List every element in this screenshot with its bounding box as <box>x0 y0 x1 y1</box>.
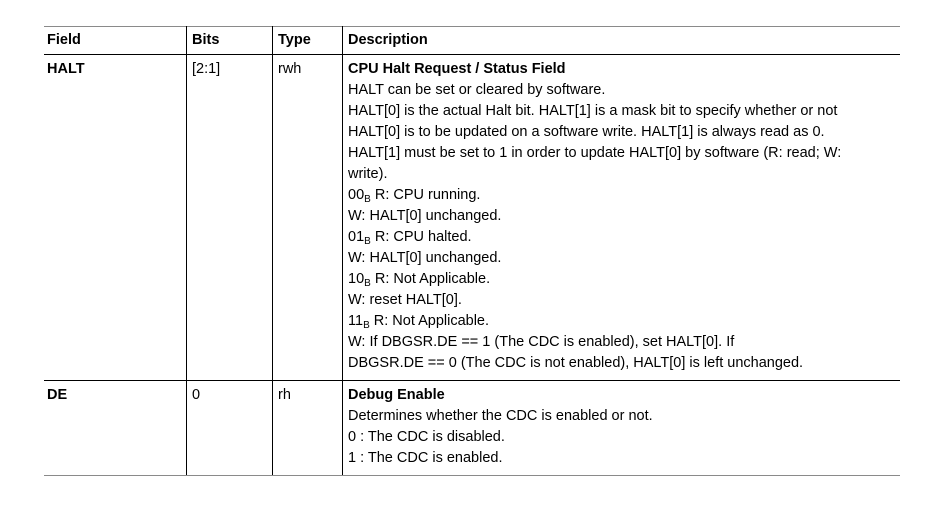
value-write-line: W: If DBGSR.DE == 1 (The CDC is enabled), set HALT[0]. If <box>348 334 735 350</box>
value-base: B <box>364 278 371 289</box>
description-line: HALT can be set or cleared by software. <box>348 82 606 98</box>
table-header-row <box>44 27 900 55</box>
value-base: B <box>363 320 370 331</box>
field-description <box>343 55 901 381</box>
value-write-line: W: reset HALT[0]. <box>348 292 462 308</box>
header-field: Field <box>44 27 187 55</box>
header-description: Description <box>343 27 901 55</box>
value-base: B <box>364 236 371 247</box>
value-code: 01 <box>348 229 365 245</box>
field-type: rwh <box>273 55 343 381</box>
value-line <box>348 311 894 332</box>
description-line: HALT[0] is the actual Halt bit. HALT[1] is a mask bit to specify whether or not <box>348 103 838 119</box>
value-code: 11 <box>348 313 364 329</box>
value-write-line: W: HALT[0] unchanged. <box>348 208 502 224</box>
field-type: rh <box>273 381 343 476</box>
value-code: 10 <box>348 271 365 287</box>
description-line: HALT[1] must be set to 1 in order to update HALT[0] by software (R: read; W: <box>348 145 842 161</box>
field-bits: 0 <box>187 381 273 476</box>
table-row <box>44 381 900 476</box>
description-line: HALT[0] is to be updated on a software write. HALT[1] is always read as 0. <box>348 124 825 140</box>
table-row <box>44 55 900 381</box>
description-title: Debug Enable <box>348 387 445 403</box>
header-type: Type <box>273 27 343 55</box>
value-base: B <box>364 194 371 205</box>
value-line <box>348 269 894 290</box>
value-read-text: R: Not Applicable. <box>369 313 490 329</box>
description-line: write). <box>348 166 388 182</box>
field-description <box>343 381 901 476</box>
value-write-line: W: HALT[0] unchanged. <box>348 250 502 266</box>
description-line: 1 : The CDC is enabled. <box>348 450 503 466</box>
description-line: 0 : The CDC is disabled. <box>348 429 505 445</box>
header-bits: Bits <box>187 27 273 55</box>
value-line <box>348 227 894 248</box>
description-line: Determines whether the CDC is enabled or not. <box>348 408 653 424</box>
field-name: DE <box>44 381 187 476</box>
register-field-table <box>44 26 900 476</box>
field-bits: [2:1] <box>187 55 273 381</box>
value-read-text: R: CPU halted. <box>370 229 472 245</box>
value-read-text: R: CPU running. <box>370 187 481 203</box>
value-line <box>348 185 894 206</box>
description-line: DBGSR.DE == 0 (The CDC is not enabled), HALT[0] is left unchanged. <box>348 355 804 371</box>
description-title: CPU Halt Request / Status Field <box>348 61 566 77</box>
value-read-text: R: Not Applicable. <box>370 271 491 287</box>
field-name: HALT <box>44 55 187 381</box>
value-code: 00 <box>348 187 365 203</box>
